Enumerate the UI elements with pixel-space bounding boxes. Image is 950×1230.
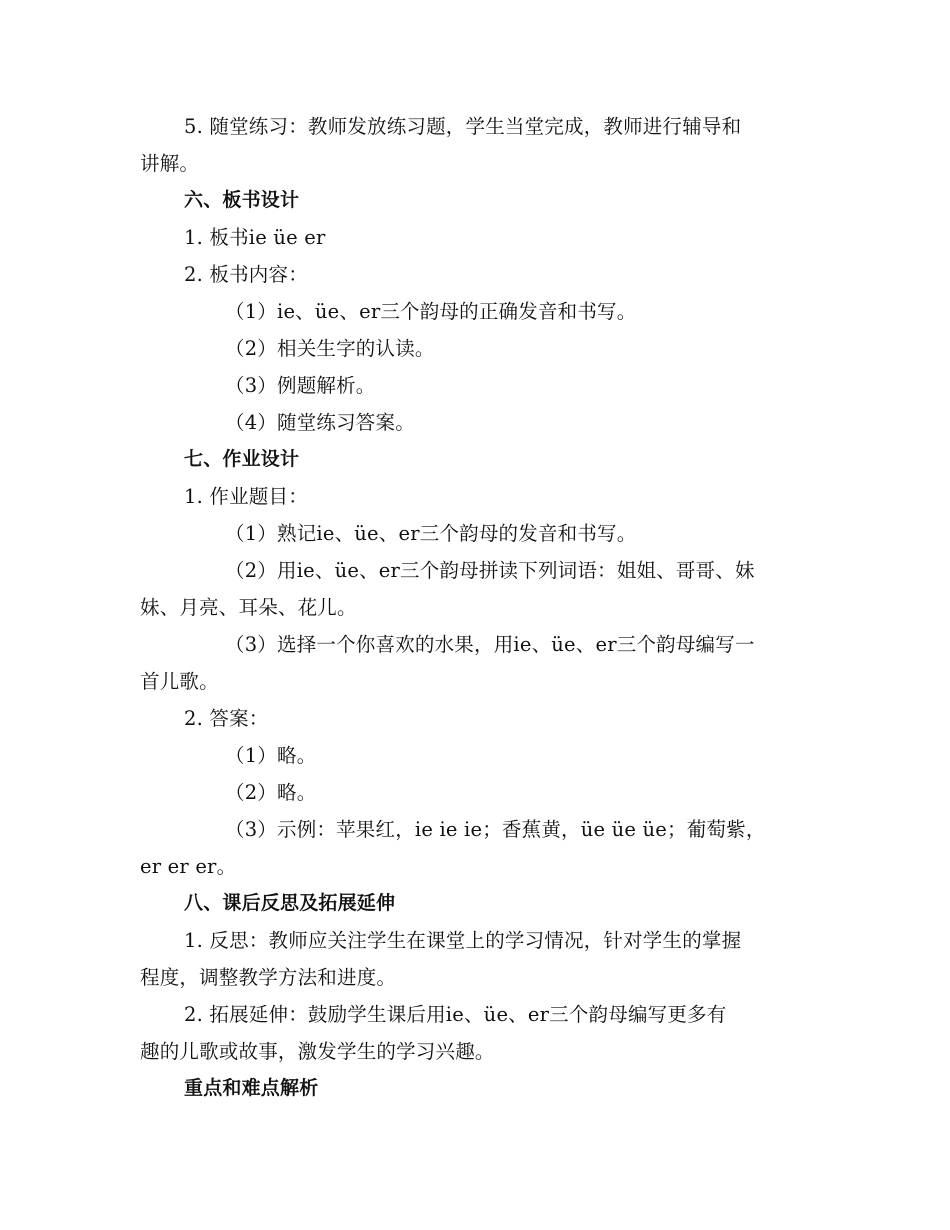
document-page xyxy=(140,108,810,1107)
list-item: 1. 作业题目： xyxy=(184,485,308,508)
sub-list-item: （1）略。 xyxy=(225,744,317,767)
sub-list-item: （3）示例：苹果红，ie ie ie；香蕉黄，üe üe üe；葡萄紫， xyxy=(225,818,766,841)
sub-list-item: （3）例题解析。 xyxy=(225,374,376,397)
list-item: 1. 板书ie üe er xyxy=(184,226,326,249)
list-item: 2. 板书内容： xyxy=(184,263,308,286)
paragraph-line: 讲解。 xyxy=(140,152,200,175)
sub-list-item: （1）ie、üe、er三个韵母的正确发音和书写。 xyxy=(225,300,637,323)
paragraph-line: 程度，调整教学方法和进度。 xyxy=(140,966,397,989)
sub-list-item: （2）略。 xyxy=(225,781,317,804)
paragraph-line: 5. 随堂练习：教师发放练习题，学生当堂完成，教师进行辅导和 xyxy=(184,115,742,138)
section-heading: 重点和难点解析 xyxy=(184,1077,319,1099)
section-heading: 六、板书设计 xyxy=(184,189,300,211)
sub-list-item: （1）熟记ie、üe、er三个韵母的发音和书写。 xyxy=(225,522,637,545)
paragraph-line: er er er。 xyxy=(140,855,237,878)
sub-list-item: （3）选择一个你喜欢的水果，用ie、üe、er三个韵母编写一 xyxy=(225,633,755,656)
paragraph-line: 首儿歌。 xyxy=(140,670,219,693)
list-item: 1. 反思：教师应关注学生在课堂上的学习情况，针对学生的掌握 xyxy=(184,929,742,952)
section-heading: 七、作业设计 xyxy=(184,448,300,470)
section-heading: 八、课后反思及拓展延伸 xyxy=(184,892,396,914)
paragraph-line: 妹、月亮、耳朵、花儿。 xyxy=(140,596,357,619)
list-item: 2. 拓展延伸：鼓励学生课后用ie、üe、er三个韵母编写更多有 xyxy=(184,1003,727,1026)
paragraph-line: 趣的儿歌或故事，激发学生的学习兴趣。 xyxy=(140,1040,495,1063)
list-item: 2. 答案： xyxy=(184,707,269,730)
sub-list-item: （4）随堂练习答案。 xyxy=(225,411,415,434)
sub-list-item: （2）用ie、üe、er三个韵母拼读下列词语：姐姐、哥哥、妹 xyxy=(225,559,755,582)
sub-list-item: （2）相关生字的认读。 xyxy=(225,337,435,360)
